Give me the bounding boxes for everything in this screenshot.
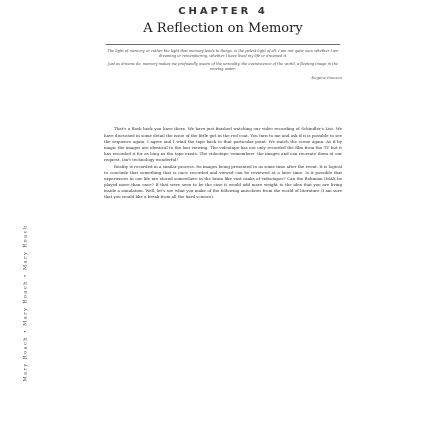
chapter-label: CHAPTER 4 — [178, 6, 268, 17]
body-paragraph: That's a flash back you have there. We have just finished watching our video recording of Schindler's List. We have discussed in some detail the issue of the little girl in the red coat. You turn to me and ask if it is possible to see the sequence again. I agree and I wind the tape back to that particular point. We watch the scene again. As if by magic the images are identical to the last viewing. The videotape has not only recorded the film from the TV but it has recorded it for as long as the tape exists. The videotape 'remembers' the images and can recreate them at our request. Isn't technology wonderful! — [104, 126, 342, 163]
epigraph-paragraph: The light of memory, or rather the light that memory lends to things, is the palest light of all. I am not quite sure whether I am dreaming or remembering, whether I have lived my life or dreamed it. — [107, 49, 339, 59]
chapter-title: A Reflection on Memory — [143, 21, 303, 36]
title-divider — [106, 44, 340, 45]
spine-text: Mary Roach ∙ Mary Roach ∙ Mary Roach — [23, 224, 29, 382]
book-page — [104, 0, 342, 201]
body-paragraph: Reality is recorded in a similar process. Its images being presented to us some time after the event. It is logical to conclude that something that is once recorded and viewed can be reviewed at a later time. Is it possible that experiences in our life are stored somewhere in the brain like vast ranks of videotapes? Can the Bohmian IMAX be played more than once? If that were seen to be the case it would add more weight to the idea that you are living inside a simulation. Well, let's see what you make of the following anecdotes from the world of literature (I am sure that you would like a break from all the hard science). — [104, 163, 342, 200]
page-edge-text — [22, 224, 30, 382]
epigraph-attribution: Eugène Ionesco — [311, 75, 342, 81]
epigraph — [104, 49, 342, 80]
epigraph-paragraph: Just as dreams do, memory makes me profoundly aware of the unreality, the evanescence of the world, a fleeting image in the moving water. — [107, 62, 339, 72]
chapter-body — [104, 126, 342, 200]
